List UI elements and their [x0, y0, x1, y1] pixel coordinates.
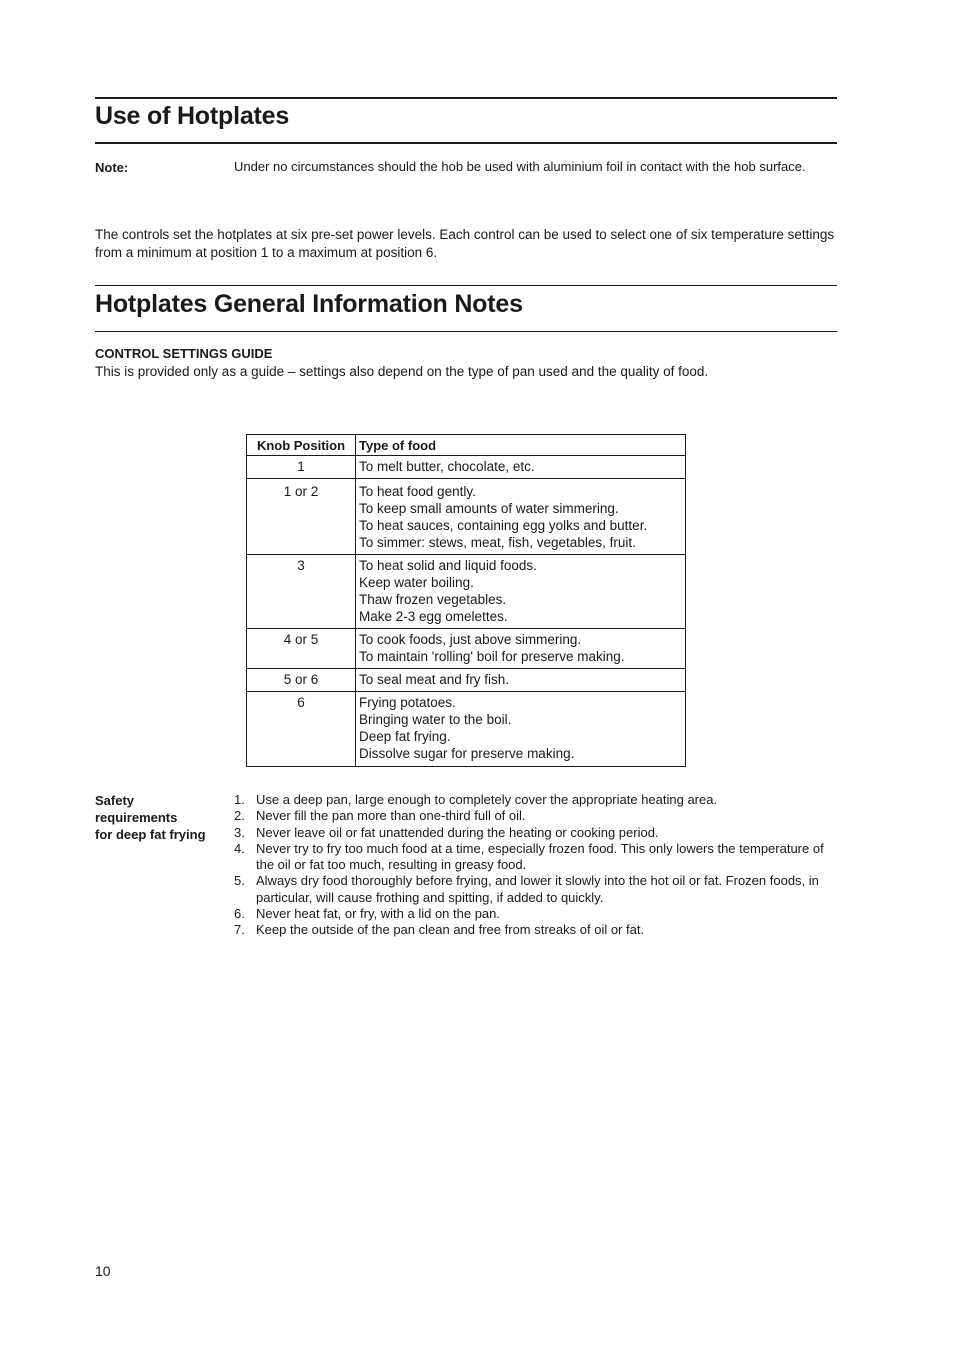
- controls-paragraph: The controls set the hotplates at six pre-set power levels. Each control can be used to select one of six temperature settings from a minimum at position 1 to a maximum at position 6.: [95, 227, 835, 260]
- item-text: Never heat fat, or fry, with a lid on the pan.: [256, 906, 500, 922]
- list-item: [234, 808, 837, 824]
- control-settings-table: [246, 434, 686, 767]
- page-number: 10: [95, 1263, 111, 1279]
- food-line: To simmer: stews, meat, fish, vegetables, fruit.: [359, 535, 636, 550]
- item-text: Never try to fry too much food at a time, especially frozen food. This only lowers the temperature of the oil or fat too much, resulting in greasy food.: [256, 840, 824, 873]
- knob-position-cell: 1: [247, 456, 356, 479]
- knob-position-cell: 6: [247, 692, 356, 767]
- table-row: [247, 555, 686, 629]
- section2-underline: [95, 331, 837, 332]
- header-type-of-food: Type of food: [356, 435, 686, 456]
- item-number: 7.: [234, 922, 245, 938]
- safety-label-line: requirements: [95, 810, 178, 825]
- header-knob-position: Knob Position: [247, 435, 356, 456]
- section-title-use-of-hotplates: Use of Hotplates: [95, 102, 290, 130]
- food-line: Dissolve sugar for preserve making.: [359, 746, 575, 761]
- item-text: Always dry food thoroughly before frying, and lower it slowly into the hot oil or fat. Frozen foods, in particular, will cause frothing and spitting, if added to quickly.: [256, 873, 819, 905]
- list-item: [234, 825, 837, 841]
- note-label: Note:: [95, 160, 129, 175]
- safety-label-line: Safety: [95, 793, 135, 808]
- item-number: 4.: [234, 840, 245, 856]
- table-row: [247, 692, 686, 767]
- food-type-cell: [356, 692, 686, 767]
- knob-position-cell: 3: [247, 555, 356, 629]
- top-rule: [95, 97, 837, 99]
- item-number: 6.: [234, 906, 245, 922]
- control-settings-guide-text: This is provided only as a guide – settings also depend on the type of pan used and the quality of food.: [95, 364, 709, 379]
- food-type-cell: [356, 669, 686, 692]
- knob-position-cell: 1 or 2: [247, 479, 356, 555]
- food-line: To keep small amounts of water simmering.: [359, 501, 619, 516]
- food-line: To melt butter, chocolate, etc.: [359, 459, 535, 474]
- food-line: Thaw frozen vegetables.: [359, 592, 507, 607]
- food-line: To seal meat and fry fish.: [359, 672, 510, 687]
- section-title-underline: [95, 142, 837, 144]
- section-title-general-notes: Hotplates General Information Notes: [95, 290, 523, 318]
- item-text: Keep the outside of the pan clean and free from streaks of oil or fat.: [256, 922, 645, 938]
- list-item: [234, 922, 837, 938]
- food-line: Keep water boiling.: [359, 575, 474, 590]
- food-type-cell: [356, 555, 686, 629]
- control-settings-guide-title: CONTROL SETTINGS GUIDE: [95, 346, 273, 361]
- food-line: Frying potatoes.: [359, 695, 456, 710]
- item-number: 5.: [234, 873, 245, 889]
- item-text: Never leave oil or fat unattended during the heating or cooking period.: [256, 824, 659, 840]
- list-item: [234, 906, 837, 922]
- table-header-row: [247, 435, 686, 456]
- item-number: 1.: [234, 792, 245, 807]
- food-line: Make 2-3 egg omelettes.: [359, 609, 508, 624]
- item-text: Never fill the pan more than one-third full of oil.: [256, 808, 526, 824]
- food-type-cell: [356, 629, 686, 669]
- food-line: Bringing water to the boil.: [359, 712, 512, 727]
- food-line: To heat solid and liquid foods.: [359, 558, 537, 573]
- list-item: [234, 873, 837, 906]
- food-line: To heat sauces, containing egg yolks and butter.: [359, 518, 648, 533]
- item-text: Use a deep pan, large enough to completely cover the appropriate heating area.: [256, 792, 718, 807]
- item-number: 2.: [234, 808, 245, 824]
- safety-label-line: for deep fat frying: [95, 827, 206, 842]
- section2-top-rule: [95, 285, 837, 286]
- food-line: To heat food gently.: [359, 484, 476, 499]
- list-item: [234, 792, 837, 808]
- food-line: Deep fat frying.: [359, 729, 451, 744]
- food-type-cell: [356, 479, 686, 555]
- food-line: To cook foods, just above simmering.: [359, 632, 582, 647]
- table-row: [247, 629, 686, 669]
- safety-list: [234, 792, 837, 939]
- knob-position-cell: 5 or 6: [247, 669, 356, 692]
- knob-position-cell: 4 or 5: [247, 629, 356, 669]
- safety-requirements-label: [95, 792, 225, 843]
- table-row: [247, 669, 686, 692]
- food-type-cell: [356, 456, 686, 479]
- item-number: 3.: [234, 824, 245, 840]
- table-row: [247, 456, 686, 479]
- food-line: To maintain 'rolling' boil for preserve making.: [359, 649, 625, 664]
- table-row: [247, 479, 686, 555]
- list-item: [234, 841, 837, 874]
- note-text: Under no circumstances should the hob be used with aluminium foil in contact with the hob surface.: [234, 159, 806, 174]
